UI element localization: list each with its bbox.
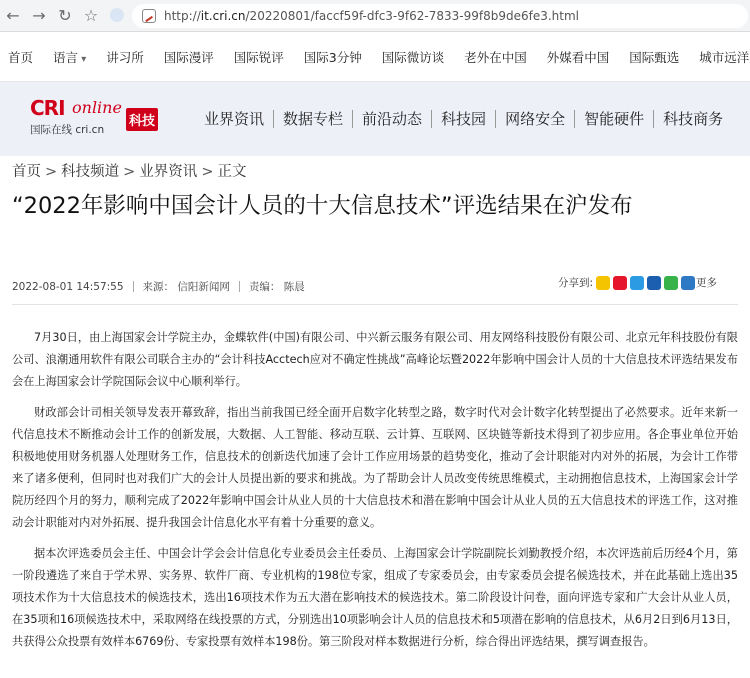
tencent-qq-icon[interactable] [630,276,644,290]
topnav-home[interactable]: 首页 [8,49,34,65]
forward-icon[interactable]: → [32,6,46,25]
article-paragraph: 7月30日，由上海国家会计学院主办，金蝶软件(中国)有限公司、中兴新云服务有限公司、用友网络科技股份有限公司、北京元年科技股份有限公司、浪潮通用软件有限公司联合主办的“会计科技Acctech应对不确定性挑战”高峰论坛暨2022年影响中国会计人员的十大信息技术评选结果发布会在上海国家会计学院国际会议中心顺利举行。 [12,331,738,388]
renren-icon[interactable] [647,276,661,290]
channel-nav-industry[interactable]: 业界资讯 [204,110,265,128]
wechat-icon[interactable] [664,276,678,290]
nav-divider [431,110,432,128]
nav-divider [495,110,496,128]
qzone-icon[interactable] [596,276,610,290]
logo-online: online [72,98,122,117]
topnav-city[interactable]: 城市远洋 [699,49,750,65]
nav-divider [574,110,575,128]
topnav-3min[interactable]: 国际3分钟 [303,49,362,65]
share-more[interactable]: 更多 [696,277,718,289]
breadcrumb-current: 正文 [217,164,247,180]
article-datetime: 2022-08-01 14:57:55 [12,280,124,293]
not-secure-icon[interactable] [142,9,156,23]
channel-nav-business[interactable]: 科技商务 [663,110,724,128]
topnav-jiangxisuo[interactable]: 讲习所 [106,49,144,65]
channel-nav-data[interactable]: 数据专栏 [283,110,344,128]
topnav-interview[interactable]: 国际微访谈 [381,49,445,65]
breadcrumb-home[interactable]: 首页 [12,164,41,180]
share-label: 分享到: [558,277,594,289]
share-bar [558,275,717,290]
browser-toolbar [0,0,750,32]
logo-subtitle: 国际在线 cri.cn [30,124,105,136]
topnav-commentary[interactable]: 国际锐评 [233,49,284,65]
more-share-icon[interactable] [681,276,695,290]
reload-icon[interactable]: ↻ [58,6,72,25]
breadcrumb [12,160,246,181]
back-icon[interactable]: ← [6,6,20,25]
topnav-language[interactable]: 语言 ▾ [53,48,86,66]
article-meta [12,279,305,294]
favorites-icon[interactable]: ☆ [83,6,99,25]
breadcrumb-tech[interactable]: 科技频道 [61,164,120,180]
channel-nav-frontier[interactable]: 前沿动态 [362,110,423,128]
breadcrumb-sep: > [123,164,136,180]
nav-divider [653,110,654,128]
article-editor: 责编： 陈晨 [248,281,305,293]
topnav-cartoon[interactable]: 国际漫评 [163,49,214,65]
channel-badge: 科技 [126,108,158,131]
topnav-selection[interactable]: 国际甄选 [629,49,680,65]
address-bar[interactable] [132,4,748,28]
topnav-foreign-media[interactable]: 外媒看中国 [546,49,610,65]
breadcrumb-sep: > [201,164,214,180]
breadcrumb-industry[interactable]: 业界资讯 [139,164,198,180]
channel-nav [204,108,723,129]
channel-header [0,82,750,156]
site-top-nav [0,32,750,82]
meta-divider [239,281,240,292]
cri-logo[interactable] [30,96,160,142]
channel-nav-park[interactable]: 科技园 [441,110,487,128]
topnav-foreigners[interactable]: 老外在中国 [464,49,527,65]
weibo-icon[interactable] [613,276,627,290]
article-source: 来源： 信阳新闻网 [142,281,230,293]
address-url[interactable]: http://it.cri.cn/20220801/faccf59f-dfc3-9f62-7833-99f8b9de6fe3.html [164,9,579,23]
breadcrumb-sep: > [45,164,58,180]
article-paragraph: 财政部会计司相关领导发表开幕致辞，指出当前我国已经全面开启数字化转型之路，数字时代对会计数字化转型提出了必然要求。近年来新一代信息技术不断推动会计工作的创新发展，大数据、人工智能、移动互联、云计算、互联网、区块链等新技术得到了初步应用。各企事业单位开始积极地使用财务机器人处理财务工作，信息技术的创新迭代加速了会计工作应用场景的趋势变化，推动了会计职能对内对外的拓展，为会计工作带来了诸多便利，但同时也对我们广大的会计人员提出新的要求和挑战。为了帮助会计人员改变传统思维模式，主动拥抱信息技术，上海国家会计学院历经四个月的努力，顺利完成了2022年影响中国会计从业人员的十大信息技术和潜在影响中国会计从业人员的五大信息技术的评选工作，这对推动会计职能对内对外拓展、提升我国会计信息化水平有着十分重要的意义。 [12,406,738,529]
article-paragraph: 据本次评选委员会主任、中国会计学会会计信息化专业委员会主任委员、上海国家会计学院副院长刘勤教授介绍，本次评选前后历经4个月，第一阶段遴选了来自于学术界、实务界、软件厂商、专业机构的198位专家，组成了专家委员会，由专家委员会提名候选技术，并在此基础上选出35项技术作为十大信息技术的候选技术，选出16项技术作为五大潜在影响技术的候选技术。第二阶段设计问卷，面向评选专家和广大会计从业人员，在35项和16项候选技术中，采取网络在线投票的方式，分别选出10项影响会计人员的信息技术和5项潜在影响的信息技术，从6月2日到6月13日，共获得公众投票有效样本6769份、专家投票有效样本198份。第三阶段对样本数据进行分析，综合得出评选结果，撰写调查报告。 [12,547,738,648]
nav-divider [273,110,274,128]
article-title: “2022年影响中国会计人员的十大信息技术”评选结果在沪发布 [12,193,633,219]
meta-divider [133,281,134,292]
logo-cri: CRI [30,96,65,120]
channel-nav-hardware[interactable]: 智能硬件 [584,110,645,128]
nav-divider [352,110,353,128]
divider [12,304,738,305]
site-info-icon[interactable] [110,8,124,22]
channel-nav-security[interactable]: 网络安全 [505,110,566,128]
